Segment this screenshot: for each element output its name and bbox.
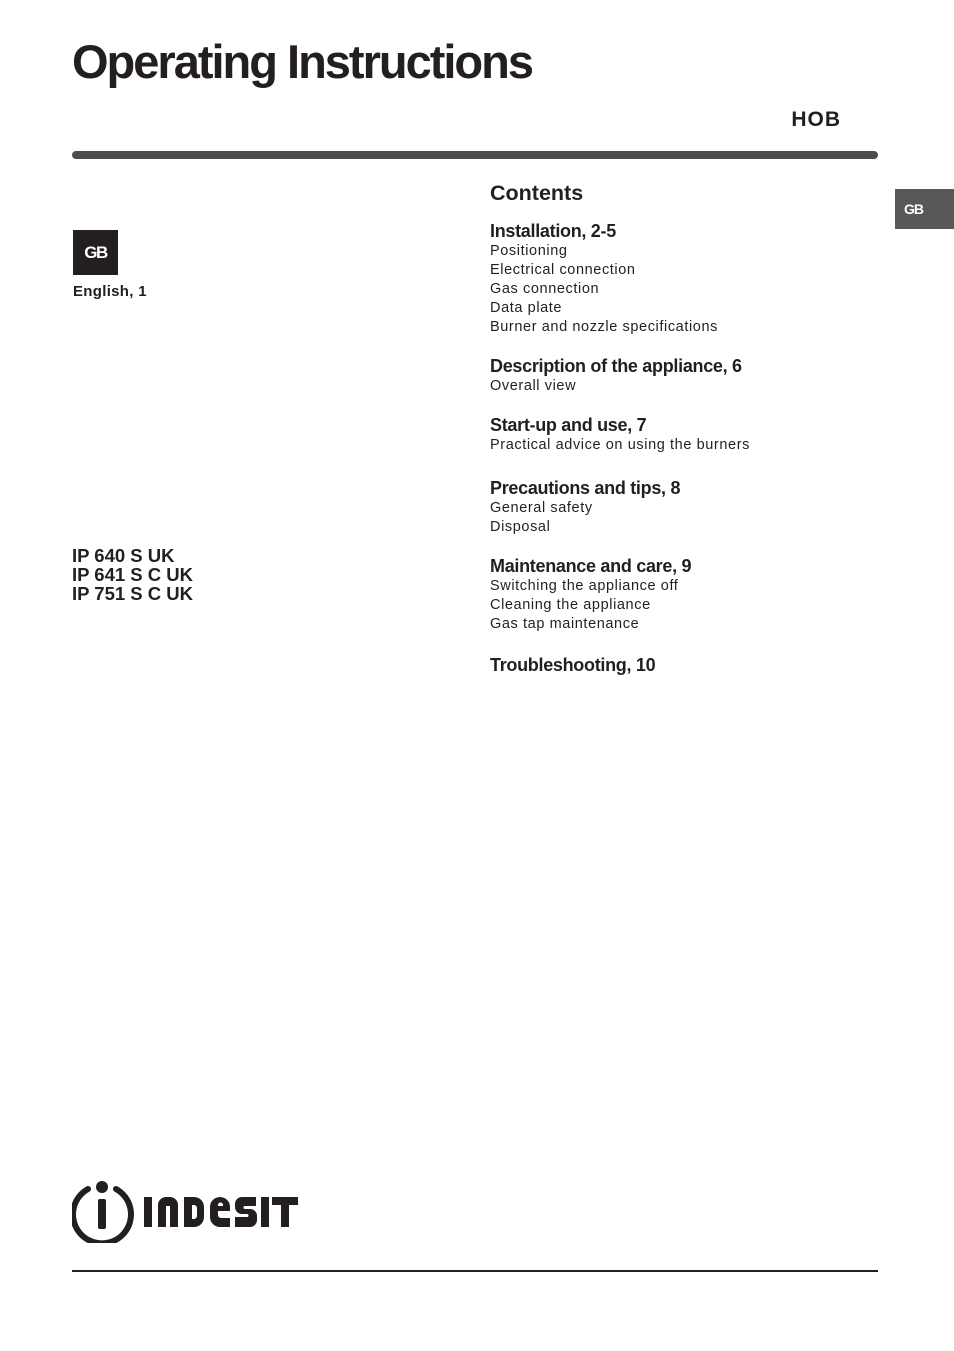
toc-section-title: Installation, 2-5 — [490, 221, 616, 241]
toc-section-title: Precautions and tips, 8 — [490, 478, 681, 498]
toc-section — [490, 654, 870, 676]
toc-item: Positioning — [490, 243, 568, 259]
toc-item: Electrical connection — [490, 262, 636, 278]
toc-section-title: Maintenance and care, 9 — [490, 556, 692, 576]
toc-item: Practical advice on using the burners — [490, 437, 750, 453]
indesit-wordmark — [144, 1197, 298, 1227]
language-side-tab: GB — [895, 189, 954, 229]
language-label: English, 1 — [73, 283, 147, 300]
footer-divider — [72, 1270, 878, 1272]
toc-item: Switching the appliance off — [490, 578, 679, 594]
page-title: Operating Instructions — [72, 35, 532, 88]
toc-item: Cleaning the appliance — [490, 597, 651, 613]
model-number: IP 641 S C UK — [72, 564, 193, 585]
table-of-contents — [490, 180, 870, 694]
model-list — [72, 546, 193, 603]
model-number: IP 640 S UK — [72, 545, 175, 566]
indesit-logo-icon — [73, 1181, 131, 1243]
toc-item: Overall view — [490, 378, 577, 394]
toc-item: Burner and nozzle specifications — [490, 319, 718, 335]
toc-section-title: Troubleshooting, 10 — [490, 655, 656, 675]
toc-item: Gas connection — [490, 281, 600, 297]
header-divider — [72, 151, 878, 159]
toc-section — [490, 220, 870, 337]
toc-section — [490, 355, 870, 396]
language-badge: GB — [73, 230, 118, 275]
model-number: IP 751 S C UK — [72, 583, 193, 604]
contents-heading: Contents — [490, 181, 584, 205]
toc-section — [490, 477, 870, 537]
toc-item: General safety — [490, 500, 593, 516]
indesit-logo — [72, 1179, 300, 1243]
toc-section-title: Description of the appliance, 6 — [490, 356, 742, 376]
toc-item: Disposal — [490, 519, 551, 535]
toc-item: Gas tap maintenance — [490, 616, 640, 632]
toc-item: Data plate — [490, 300, 563, 316]
toc-section — [490, 414, 870, 455]
toc-section-title: Start-up and use, 7 — [490, 415, 647, 435]
product-type: HOB — [791, 108, 841, 131]
toc-section — [490, 555, 870, 634]
